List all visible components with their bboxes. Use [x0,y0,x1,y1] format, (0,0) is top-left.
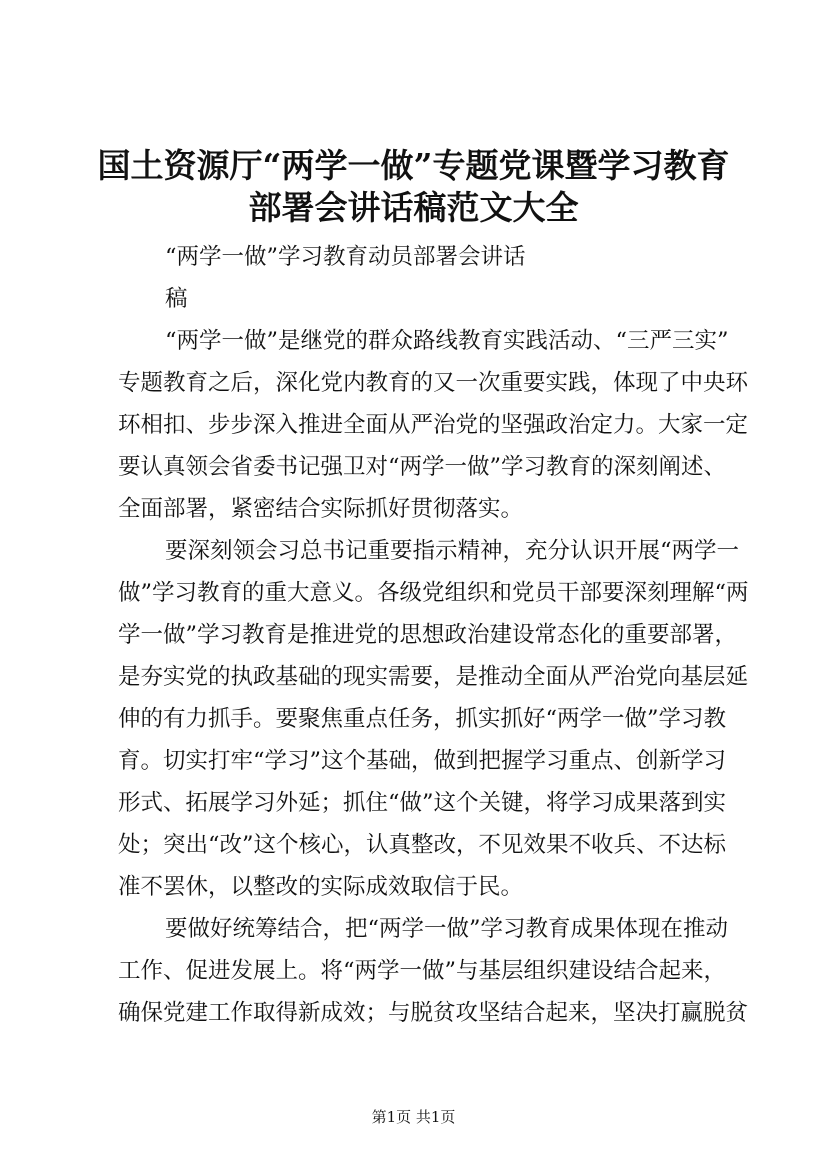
paragraph-2-line: 是夯实党的执政基础的现实需要，是推动全面从严治党向基层延 [118,664,749,690]
paragraph-1-line: 环相扣、步步深入推进全面从严治党的坚强政治定力。大家一定 [118,412,749,438]
document-title-line-2: 部署会讲话稿范文大全 [248,188,579,227]
paragraph-2-line: 做”学习教育的重大意义。各级党组织和党员干部要深刻理解“两 [118,580,749,606]
paragraph-2-line: 处；突出“改”这个核心，认真整改，不见效果不收兵、不达标 [118,832,727,858]
subtitle-line-2: 稿 [165,286,188,312]
paragraph-2-line: 要深刻领会习总书记重要指示精神，充分认识开展“两学一 [165,538,740,564]
paragraph-3-line: 工作、促进发展上。将“两学一做”与基层组织建设结合起来， [118,958,727,984]
paragraph-2-line: 伸的有力抓手。要聚焦重点任务，抓实抓好“两学一做”学习教 [118,706,727,732]
paragraph-2-line: 育。切实打牢“学习”这个基础，做到把握学习重点、创新学习 [118,748,727,774]
paragraph-1-line: 全面部署，紧密结合实际抓好贯彻落实。 [118,496,524,522]
paragraph-2-line: 学一做”学习教育是推进党的思想政治建设常态化的重要部署， [118,622,738,648]
paragraph-3-line: 要做好统筹结合，把“两学一做”学习教育成果体现在推动 [165,916,729,942]
document-title-line-1: 国土资源厅“两学一做”专题党课暨学习教育 [97,146,730,185]
paragraph-3-line: 确保党建工作取得新成效；与脱贫攻坚结合起来，坚决打赢脱贫 [118,1000,749,1026]
paragraph-1-line: 要认真领会省委书记强卫对“两学一做”学习教育的深刻阐述、 [118,454,727,480]
paragraph-2-line: 准不罢休，以整改的实际成效取信于民。 [118,874,524,900]
paragraph-1-line: “两学一做”是继党的群众路线教育实践活动、“三严三实” [165,328,729,354]
page-number-footer: 第1页 共1页 [371,1108,456,1126]
subtitle-line-1: “两学一做”学习教育动员部署会讲话 [165,244,526,270]
paragraph-1-line: 专题教育之后，深化党内教育的又一次重要实践，体现了中央环 [118,370,749,396]
paragraph-2-line: 形式、拓展学习外延；抓住“做”这个关键，将学习成果落到实 [118,790,727,816]
